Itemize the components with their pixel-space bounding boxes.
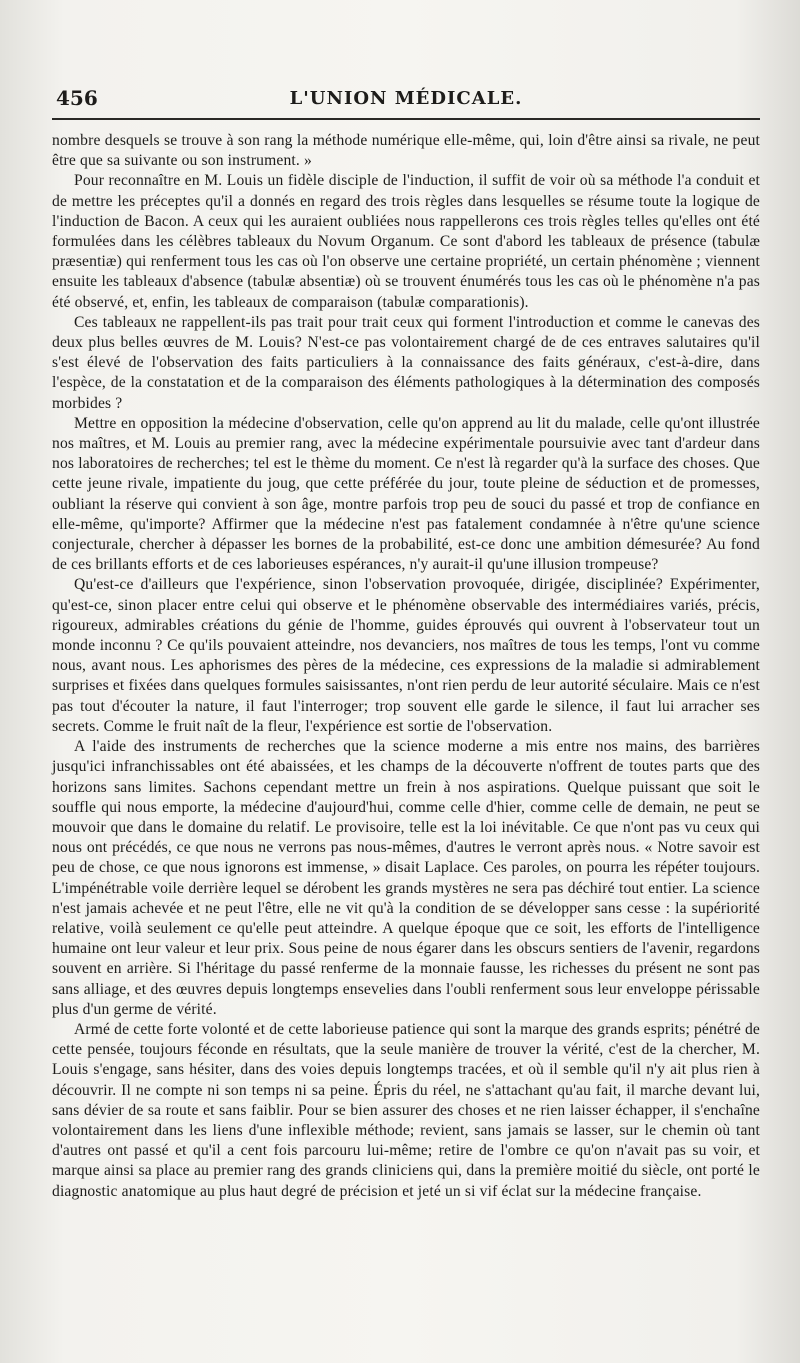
running-title: L'UNION MÉDICALE. [289, 88, 523, 109]
paragraph: A l'aide des instruments de recherches que la science moderne a mis entre nos mains, des barrières jusqu'ici infranchissables ont été abaissées, et les champs de la découverte n'offrent de toutes parts que des horizons sans limites. Sachons cependant mettre un frein à nos aspirations. Quelque puissant que soit le souffle qui nous emporte, la médecine d'aujourd'hui, comme celle d'hier, comme celle de demain, ne peut se mouvoir que dans le domaine du relatif. Le provisoire, telle est la loi inévitable. Ce que n'ont pas vu ceux qui nous ont précédés, ce que nous ne verrons pas nous-mêmes, d'autres le verront après nous. « Notre savoir est peu de chose, ce que nous ignorons est immense, » disait Laplace. Ces paroles, on pourra les répéter toujours. L'impénétrable voile derrière lequel se dérobent les grands mystères ne sera pas déchiré tout entier. La science n'est jamais achevée et ne peut l'être, elle ne vit qu'à la condition de se développer sans cesse : la supériorité relative, voilà seulement ce qu'elle peut atteindre. A quelque époque que ce soit, les efforts de l'intelligence humaine ont leur valeur et leur prix. Sous peine de nous égarer dans les obscurs sentiers de l'avenir, regardons souvent en arrière. Si l'héritage du passé renferme de la monnaie fausse, les richesses du présent ne sont pas sans alliage, et des œuvres depuis longtemps ensevelies dans l'oubli renferment sous leur enveloppe périssable plus d'un germe de vérité. [52, 738, 760, 1018]
paragraph: Qu'est-ce d'ailleurs que l'expérience, sinon l'observation provoquée, dirigée, disciplinée? Expérimenter, qu'est-ce, sinon placer entre celui qui observe et le phénomène observable des intermédiaires variés, précis, rigoureux, admirables créations du génie de l'homme, guides éprouvés qui ouvrent à l'observateur tout un monde inconnu ? Ce qu'ils pouvaient atteindre, nos devanciers, nos maîtres de tous les temps, l'ont vu comme nous, avant nous. Les aphorismes des pères de la médecine, ces expressions de la maladie si admirablement surprises et fixées dans quelques formules saisissantes, n'ont rien perdu de leur autorité séculaire. Mais ce n'est pas tout d'écouter la nature, il faut l'interroger; trop souvent elle garde le silence, il faut lui arracher ses secrets. Comme le fruit naît de la fleur, l'expérience est sortie de l'observation. [52, 576, 760, 735]
paragraph: Mettre en opposition la médecine d'observation, celle qu'on apprend au lit du malade, celle qu'ont illustrée nos maîtres, et M. Louis au premier rang, avec la médecine expérimentale poursuivie avec tant d'ardeur dans nos laboratoires de recherches; tel est le thème du moment. Ce n'est là regarder qu'à la surface des choses. Que cette jeune rivale, impatiente du joug, que cette préférée du jour, toute pleine de séduction et de promesses, oubliant la réserve qui convient à son âge, montre parfois trop peu de souci du passé et trop de confiance en elle-même, qu'importe? Affirmer que la médecine n'est pas fatalement condamnée à n'être qu'une science conjecturale, chercher à dépasser les bornes de la probabilité, est-ce donc une ambition démesurée? Au fond de ces brillants efforts et de ces laborieuses espérances, n'y aurait-il qu'une illusion trompeuse? [52, 414, 760, 574]
paragraph: Pour reconnaître en M. Louis un fidèle disciple de l'induction, il suffit de voir où sa méthode l'a conduit et de mettre les préceptes qu'il a donnés en regard des trois règles dans lesquelles se résume toute la logique de l'induction de Bacon. A ceux qui les auraient oubliées nous rappellerons ces trois règles telles qu'elles ont été formulées dans les célèbres tableaux du Novum Organum. Ce sont d'abord les tableaux de présence (tabulæ præsentiæ) qui renferment tous les cas où l'on observe une certaine propriété, un certain phénomène ; viennent ensuite les tableaux d'absence (tabulæ absentiæ) où se trouvent énumérés tous les cas où le phénomène n'a pas été observé, et, enfin, les tableaux de comparaison (tabulæ comparationis). [52, 172, 760, 311]
paragraph: Armé de cette forte volonté et de cette laborieuse patience qui sont la marque des grands esprits; pénétré de cette pensée, toujours féconde en résultats, que la seule manière de trouver la vérité, c'est de la chercher, M. Louis s'engage, sans hésiter, dans des voies depuis longtemps tracées, et où il semble qu'il n'y ait plus rien à découvrir. Il ne compte ni son temps ni sa peine. Épris du réel, ne s'attachant qu'au fait, il marche devant lui, sans dévier de sa route et sans faiblir. Pour se bien assurer des choses et ne rien laisser échapper, il s'enchaîne volontairement dans les liens d'une inflexible méthode; revient, sans jamais se lasser, sur le chemin où tant d'autres ont passé et qu'il a cent fois parcouru lui-même; retire de l'ombre ce qu'on n'avait pas su voir, et marque ainsi sa place au premier rang des grands cliniciens qui, dans la première moitié du siècle, ont porté le diagnostic anatomique au plus haut degré de précision et jeté un si vif éclat sur la médecine française. [52, 1020, 760, 1200]
page-header [52, 82, 760, 120]
article-body [52, 131, 760, 1202]
paragraph-continuation: nombre desquels se trouve à son rang la méthode numérique elle-même, qui, loin d'être ainsi sa rivale, ne peut être que sa suivante ou son instrument. » [52, 132, 760, 170]
page-number: 456 [56, 86, 98, 110]
paragraph: Ces tableaux ne rappellent-ils pas trait pour trait ceux qui forment l'introduction et comme le canevas des deux plus belles œuvres de M. Louis? N'est-ce pas volontairement chargé de de ces entraves salutaires qu'il s'est élevé de l'observation des faits particuliers à la connaissance des faits généraux, c'est-à-dire, dans l'espèce, de la constatation et de la comparaison des éléments pathologiques à la détermination des composés morbides ? [52, 313, 760, 412]
